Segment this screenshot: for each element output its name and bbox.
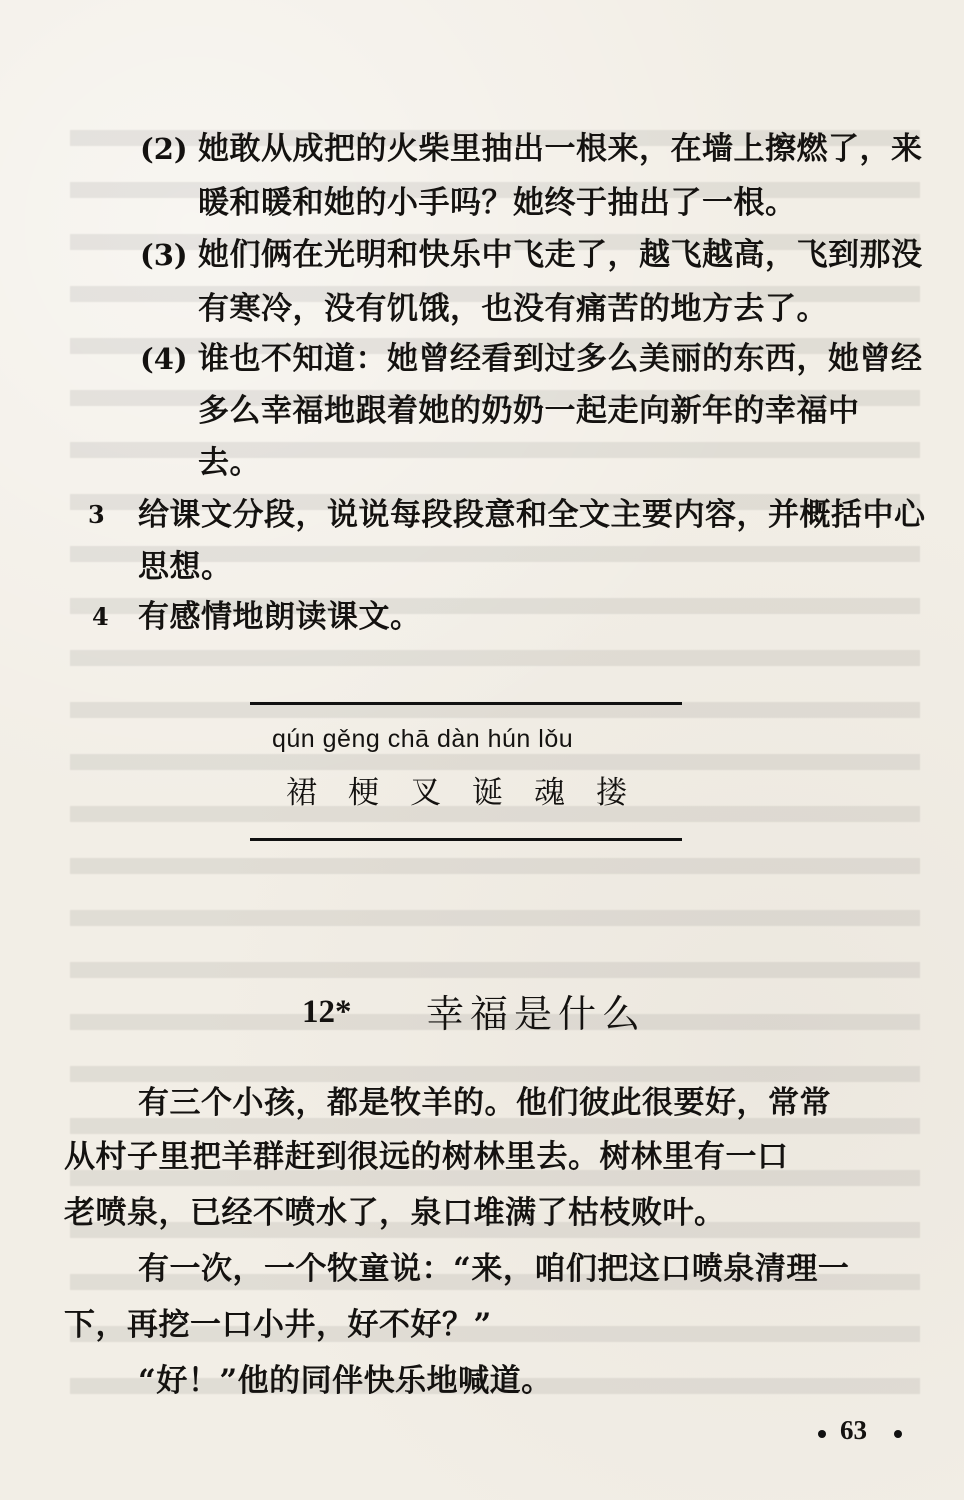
question-3-marker: (3) [140, 238, 188, 272]
story-paragraph-2-line-2: 下，再挖一口小井，好不好？” [64, 1307, 492, 1343]
vocab-characters: 裙梗叉诞魂搂 [286, 775, 658, 811]
question-4-line-2: 多么幸福地跟着她的奶奶一起走向新年的幸福中 [198, 393, 860, 429]
story-paragraph-1-line-1: 有三个小孩，都是牧羊的。他们彼此很要好，常常 [138, 1085, 831, 1121]
task-3-line-2: 思想。 [138, 549, 233, 585]
lesson-title: 幸福是什么 [426, 992, 647, 1036]
story-paragraph-2-line-1: 有一次，一个牧童说：“来，咱们把这口喷泉清理一 [138, 1251, 850, 1287]
page-number: 63 [840, 1415, 867, 1445]
lesson-number: 12* [302, 994, 352, 1030]
vocab-box-top-rule [250, 702, 682, 705]
question-2-line-2: 暖和暖和她的小手吗？她终于抽出了一根。 [198, 185, 797, 221]
story-paragraph-1-line-3: 老喷泉，已经不喷水了，泉口堆满了枯枝败叶。 [64, 1195, 726, 1231]
task-4-line-1: 有感情地朗读课文。 [138, 599, 422, 635]
task-3-number: 3 [88, 500, 105, 529]
page-number-right-dot [894, 1430, 902, 1438]
page-number-left-dot [818, 1430, 826, 1438]
question-4-line-1: 谁也不知道：她曾经看到过多么美丽的东西，她曾经 [198, 341, 923, 377]
story-paragraph-3-line-1: “好！”他的同伴快乐地喊道。 [138, 1363, 553, 1399]
question-4-line-3: 去。 [198, 445, 261, 481]
task-3-line-1: 给课文分段，说说每段段意和全文主要内容，并概括中心 [138, 497, 926, 533]
question-2-line-1: 她敢从成把的火柴里抽出一根来，在墙上擦燃了，来 [198, 131, 923, 167]
vocab-box-bottom-rule [250, 838, 682, 841]
question-3-line-1: 她们俩在光明和快乐中飞走了，越飞越高，飞到那没 [198, 237, 923, 273]
story-paragraph-1-line-2: 从村子里把羊群赶到很远的树林里去。树林里有一口 [64, 1139, 789, 1175]
question-4-marker: (4) [140, 342, 188, 376]
task-4-number: 4 [92, 602, 109, 631]
vocab-pinyin: qún gěng chā dàn hún lǒu [272, 725, 574, 753]
question-2-marker: (2) [140, 132, 188, 166]
question-3-line-2: 有寒冷，没有饥饿，也没有痛苦的地方去了。 [198, 291, 828, 327]
